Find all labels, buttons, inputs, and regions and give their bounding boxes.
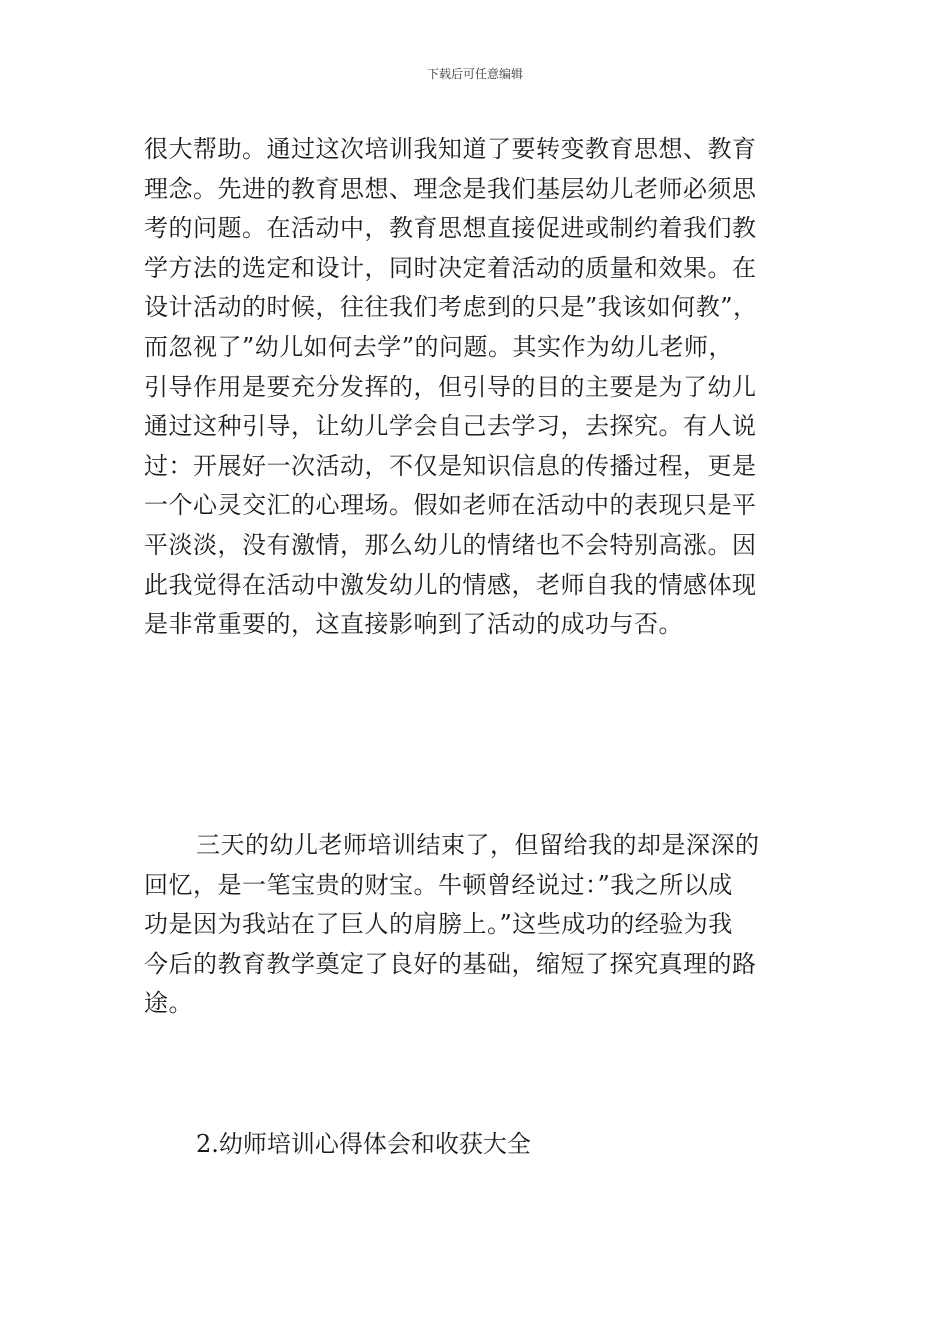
paragraph-line: 一个心灵交汇的心理场。假如老师在活动中的表现只是平 — [144, 491, 757, 520]
paragraph-line: 今后的教育教学奠定了良好的基础，缩短了探究真理的路 — [144, 949, 757, 978]
paragraph-line: 平淡淡，没有激情，那么幼儿的情绪也不会特别高涨。因 — [144, 530, 757, 559]
paragraph-line: 通过这种引导，让幼儿学会自己去学习，去探究。有人说 — [144, 412, 757, 441]
paragraph-line: 是非常重要的，这直接影响到了活动的成功与否。 — [144, 610, 683, 639]
paragraph-line: 此我觉得在活动中激发幼儿的情感，老师自我的情感体现 — [144, 570, 757, 599]
paragraph-line: 而忽视了”幼儿如何去学”的问题。其实作为幼儿老师， — [144, 332, 734, 361]
paragraph-line: 设计活动的时候，往往我们考虑到的只是”我该如何教”， — [144, 293, 758, 322]
paragraph-line: 过：开展好一次活动，不仅是知识信息的传播过程，更是 — [144, 451, 757, 480]
body-paragraph-1 — [144, 130, 808, 645]
section-heading: 2.幼师培训心得体会和收获大全 — [196, 1130, 531, 1158]
paragraph-line: 学方法的选定和设计，同时决定着活动的质量和效果。在 — [144, 253, 757, 282]
paragraph-line: 三天的幼儿老师培训结束了，但留给我的却是深深的 — [196, 831, 760, 859]
paragraph-line: 很大帮助。通过这次培训我知道了要转变教育思想、教育 — [144, 135, 757, 163]
page-header: 下载后可任意编辑 — [426, 67, 523, 81]
paragraph-line: 引导作用是要充分发挥的，但引导的目的主要是为了幼儿 — [144, 372, 757, 401]
body-paragraph-2 — [144, 826, 808, 1024]
paragraph-line: 考的问题。在活动中，教育思想直接促进或制约着我们教 — [144, 214, 757, 243]
paragraph-line: 回忆，是一笔宝贵的财宝。牛顿曾经说过：”我之所以成 — [144, 870, 733, 899]
paragraph-line: 理念。先进的教育思想、理念是我们基层幼儿老师必须思 — [144, 174, 757, 203]
paragraph-line: 功是因为我站在了巨人的肩膀上。”这些成功的经验为我 — [144, 910, 733, 939]
paragraph-line: 途。 — [144, 989, 193, 1018]
